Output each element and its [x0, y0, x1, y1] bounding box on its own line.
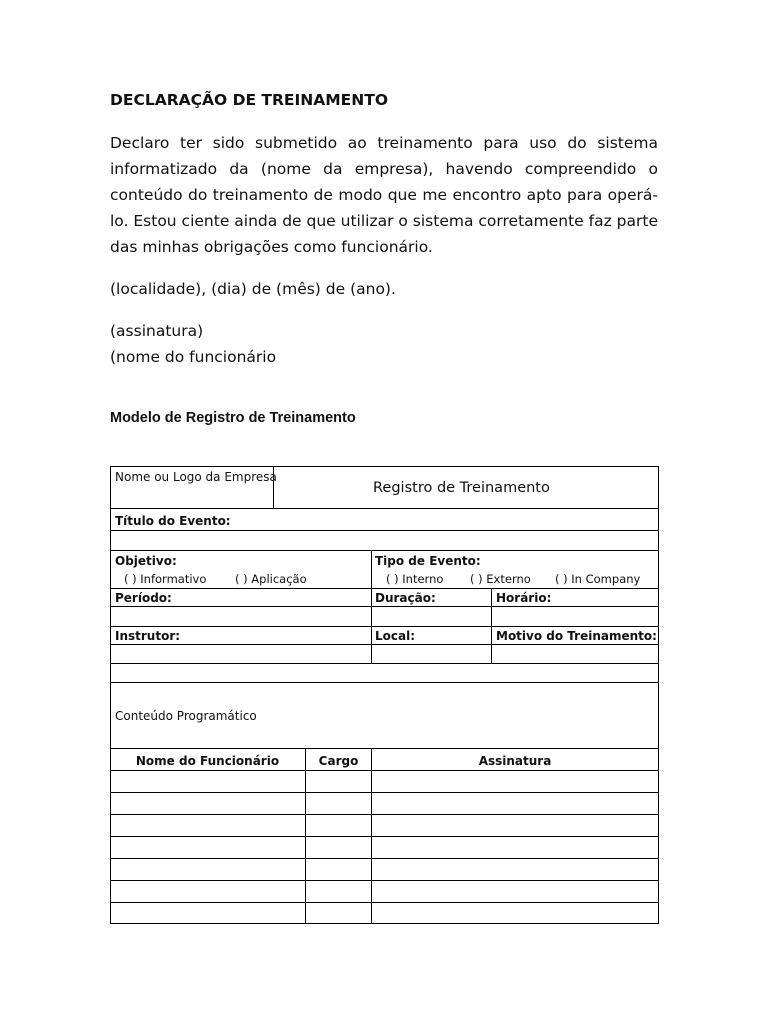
company-name-label: Nome ou Logo da Empresa [115, 470, 277, 484]
col-divider [371, 748, 372, 924]
event-type-option-external[interactable]: ( ) Externo [470, 572, 531, 586]
column-header-employee-name: Nome do Funcionário [135, 754, 280, 768]
row-divider [110, 748, 659, 749]
instructor-label: Instrutor: [115, 629, 181, 643]
row-divider [110, 858, 659, 859]
event-type-label: Tipo de Evento: [375, 554, 481, 568]
form-border-right [658, 466, 659, 924]
training-reason-label: Motivo do Treinamento: [496, 629, 657, 643]
event-type-option-in-company[interactable]: ( ) In Company [555, 572, 641, 586]
col-divider [491, 588, 492, 664]
form-border-top [110, 466, 659, 467]
objective-option-application[interactable]: ( ) Aplicação [235, 572, 307, 586]
row-divider [110, 626, 659, 627]
row-divider [110, 792, 659, 793]
row-divider [110, 644, 659, 645]
employee-name-line: (nome do funcionário [110, 348, 277, 366]
program-content-label: Conteúdo Programático [115, 709, 257, 723]
form-title: Registro de Treinamento [373, 480, 550, 496]
signature-line: (assinatura) [110, 322, 204, 340]
row-divider [110, 550, 659, 551]
location-label: Local: [375, 629, 416, 643]
model-title: Modelo de Registro de Treinamento [110, 410, 356, 426]
declaration-title: DECLARAÇÃO DE TREINAMENTO [110, 91, 388, 109]
row-divider [110, 836, 659, 837]
row-divider [110, 606, 659, 607]
row-divider [110, 530, 659, 531]
row-divider [110, 663, 659, 664]
col-divider [371, 550, 372, 664]
form-border-left [110, 466, 111, 924]
event-type-option-internal[interactable]: ( ) Interno [386, 572, 444, 586]
period-label: Período: [115, 591, 172, 605]
row-divider [110, 770, 659, 771]
row-divider [110, 814, 659, 815]
declaration-body: Declaro ter sido submetido ao treinamento para uso do sistema informatizado da (nome da empresa), havendo compreendido o conteúdo do treinamento de modo que me encontro apto para operá-lo. Estou ciente ainda de que utilizar o sistema corretamente faz parte das minhas obrigações como funcionário. [110, 134, 658, 256]
column-header-position: Cargo [318, 754, 359, 768]
row-divider [110, 880, 659, 881]
duration-label: Duração: [375, 591, 436, 605]
row-divider [110, 682, 659, 683]
objective-label: Objetivo: [115, 554, 177, 568]
row-divider [110, 588, 659, 589]
col-divider [305, 748, 306, 924]
row-divider [110, 508, 659, 509]
form-border-bottom [110, 923, 659, 924]
row-divider [110, 902, 659, 903]
schedule-label: Horário: [496, 591, 552, 605]
column-header-signature: Assinatura [478, 754, 552, 768]
signature-block [110, 318, 276, 370]
training-record-form [110, 466, 659, 924]
event-title-label: Título do Evento: [115, 514, 231, 528]
objective-option-informative[interactable]: ( ) Informativo [124, 572, 207, 586]
declaration-date-line: (localidade), (dia) de (mês) de (ano). [110, 280, 396, 298]
